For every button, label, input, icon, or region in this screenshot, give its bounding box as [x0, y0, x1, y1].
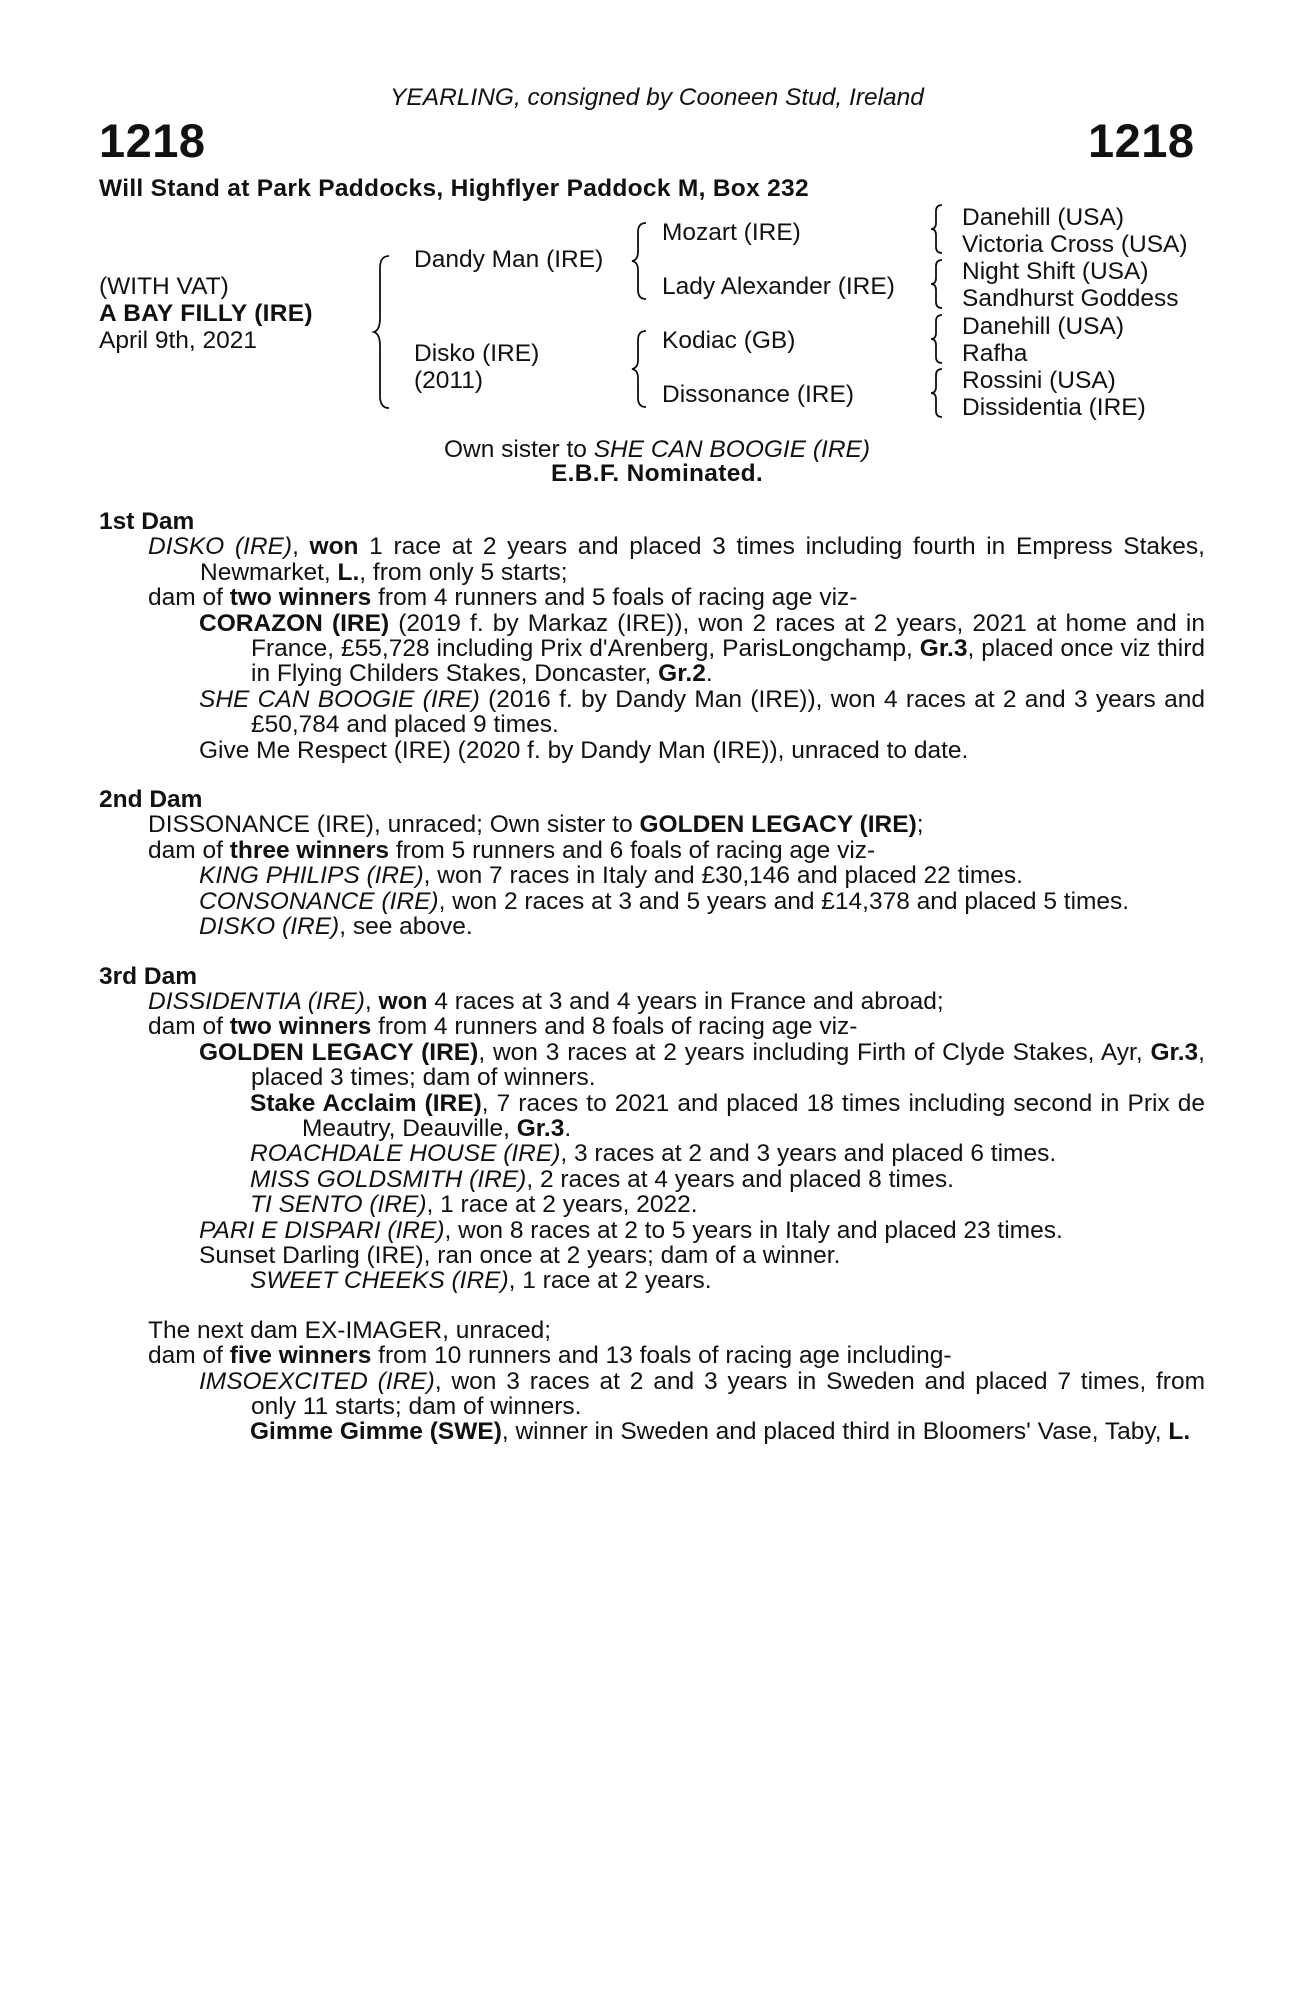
- pedigree-bracket-dam: [632, 327, 654, 411]
- first-dam-line-5: Give Me Respect (IRE) (2020 f. by Dandy Man (IRE)), unraced to date.: [199, 736, 969, 764]
- pedigree-notes: [99, 509, 1205, 1445]
- first-dam-heading: 1st Dam: [99, 508, 195, 535]
- third-dam-line-4: Stake Acclaim (IRE), 7 races to 2021 and placed 18 times including second in Prix de Meautry, Deauville, Gr.3.: [250, 1089, 1205, 1142]
- sire-name: Dandy Man (IRE): [414, 246, 604, 273]
- next-dam-line-3: IMSOEXCITED (IRE), won 3 races at 2 and 3 years in Sweden and placed 7 times, from only 11 starts; dam of winners.: [199, 1367, 1205, 1420]
- third-dam-line-7: TI SENTO (IRE), 1 race at 2 years, 2022.: [250, 1191, 698, 1219]
- third-dam-line-2: dam of two winners from 4 runners and 8 foals of racing age viz-: [148, 1013, 858, 1041]
- second-dam-line-1: DISSONANCE (IRE), unraced; Own sister to GOLDEN LEGACY (IRE);: [148, 811, 924, 839]
- stand-location: Will Stand at Park Paddocks, Highflyer Paddock M, Box 232: [99, 175, 809, 202]
- second-dam-heading: 2nd Dam: [99, 786, 203, 814]
- grandsire-1: Danehill (USA): [962, 204, 1125, 231]
- horse-dob: April 9th, 2021: [99, 327, 257, 354]
- second-dam-line-2: dam of three winners from 5 runners and 6 foals of racing age viz-: [148, 836, 876, 864]
- third-dam-line-9: Sunset Darling (IRE), ran once at 2 years; dam of a winner.: [199, 1241, 841, 1269]
- grandsire-5: Danehill (USA): [962, 313, 1125, 340]
- sire-sire: Mozart (IRE): [662, 219, 801, 246]
- grandsire-3: Night Shift (USA): [962, 258, 1149, 285]
- third-dam-line-6: MISS GOLDSMITH (IRE), 2 races at 4 years and placed 8 times.: [250, 1165, 954, 1193]
- grandsire-6: Rafha: [962, 340, 1028, 367]
- first-dam-line-3: CORAZON (IRE) (2019 f. by Markaz (IRE)), won 2 races at 2 years, 2021 at home and in France, £55,728 including Prix d'Arenberg, ParisLongchamp, Gr.3, placed once viz third in Flying Childers Stakes, Doncaster, Gr.2.: [199, 609, 1205, 688]
- lot-number-right: 1218: [1088, 114, 1195, 167]
- third-dam-line-3: GOLDEN LEGACY (IRE), won 3 races at 2 years including Firth of Clyde Stakes, Ayr, Gr.3, placed 3 times; dam of winners.: [199, 1038, 1205, 1092]
- grandsire-8: Dissidentia (IRE): [962, 394, 1146, 421]
- next-dam-line-1: The next dam EX-IMAGER, unraced;: [148, 1316, 552, 1344]
- consignment-header: YEARLING, consigned by Cooneen Stud, Ireland: [390, 84, 924, 111]
- sire-dam: Lady Alexander (IRE): [662, 273, 895, 300]
- pedigree-bracket-sire: [632, 219, 654, 303]
- third-dam-line-1: DISSIDENTIA (IRE), won 4 races at 3 and 4 years in France and abroad;: [148, 987, 944, 1015]
- third-dam-line-5: ROACHDALE HOUSE (IRE), 3 races at 2 and 3 years and placed 6 times.: [250, 1140, 1057, 1168]
- ebf-nominated: E.B.F. Nominated.: [550, 460, 763, 487]
- next-dam-line-4: Gimme Gimme (SWE), winner in Sweden and placed third in Bloomers' Vase, Taby, L.: [250, 1418, 1191, 1446]
- first-dam-line-2: dam of two winners from 4 runners and 5 foals of racing age viz-: [148, 584, 858, 612]
- vat-note: (WITH VAT): [99, 273, 229, 300]
- lot-number-left: 1218: [99, 114, 206, 167]
- second-dam-line-5: DISKO (IRE), see above.: [199, 913, 473, 941]
- next-dam-line-2: dam of five winners from 10 runners and 13 foals of racing age including-: [148, 1342, 952, 1370]
- pedigree-bracket-g1: [930, 202, 950, 256]
- grandsire-2: Victoria Cross (USA): [962, 231, 1188, 258]
- own-sister-note: Own sister to SHE CAN BOOGIE (IRE): [443, 436, 871, 463]
- second-dam-line-4: CONSONANCE (IRE), won 2 races at 3 and 5 years and £14,378 and placed 5 times.: [199, 887, 1130, 915]
- dam-foaled-year: (2011): [414, 367, 484, 394]
- third-dam-line-10: SWEET CHEEKS (IRE), 1 race at 2 years.: [250, 1267, 712, 1295]
- grandsire-4: Sandhurst Goddess: [962, 285, 1179, 312]
- dam-dam: Dissonance (IRE): [662, 381, 854, 408]
- pedigree-bracket-main: [375, 252, 397, 412]
- pedigree-bracket-g3: [930, 312, 950, 366]
- horse-name: A BAY FILLY (IRE): [99, 300, 313, 327]
- third-dam-line-8: PARI E DISPARI (IRE), won 8 races at 2 to 5 years in Italy and placed 23 times.: [199, 1216, 1063, 1244]
- dam-sire: Kodiac (GB): [662, 327, 796, 354]
- pedigree-bracket-g2: [930, 257, 950, 311]
- pedigree-bracket-g4: [930, 366, 950, 420]
- dam-name: Disko (IRE): [414, 340, 540, 367]
- grandsire-7: Rossini (USA): [962, 367, 1116, 394]
- first-dam-line-4: SHE CAN BOOGIE (IRE) (2016 f. by Dandy Man (IRE)), won 4 races at 2 and 3 years and £50,784 and placed 9 times.: [199, 685, 1205, 739]
- second-dam-line-3: KING PHILIPS (IRE), won 7 races in Italy and £30,146 and placed 22 times.: [199, 862, 1023, 890]
- first-dam-line-1: DISKO (IRE), won 1 race at 2 years and placed 3 times including fourth in Empress Stakes, Newmarket, L., from only 5 starts;: [148, 533, 1205, 586]
- third-dam-heading: 3rd Dam: [99, 962, 198, 990]
